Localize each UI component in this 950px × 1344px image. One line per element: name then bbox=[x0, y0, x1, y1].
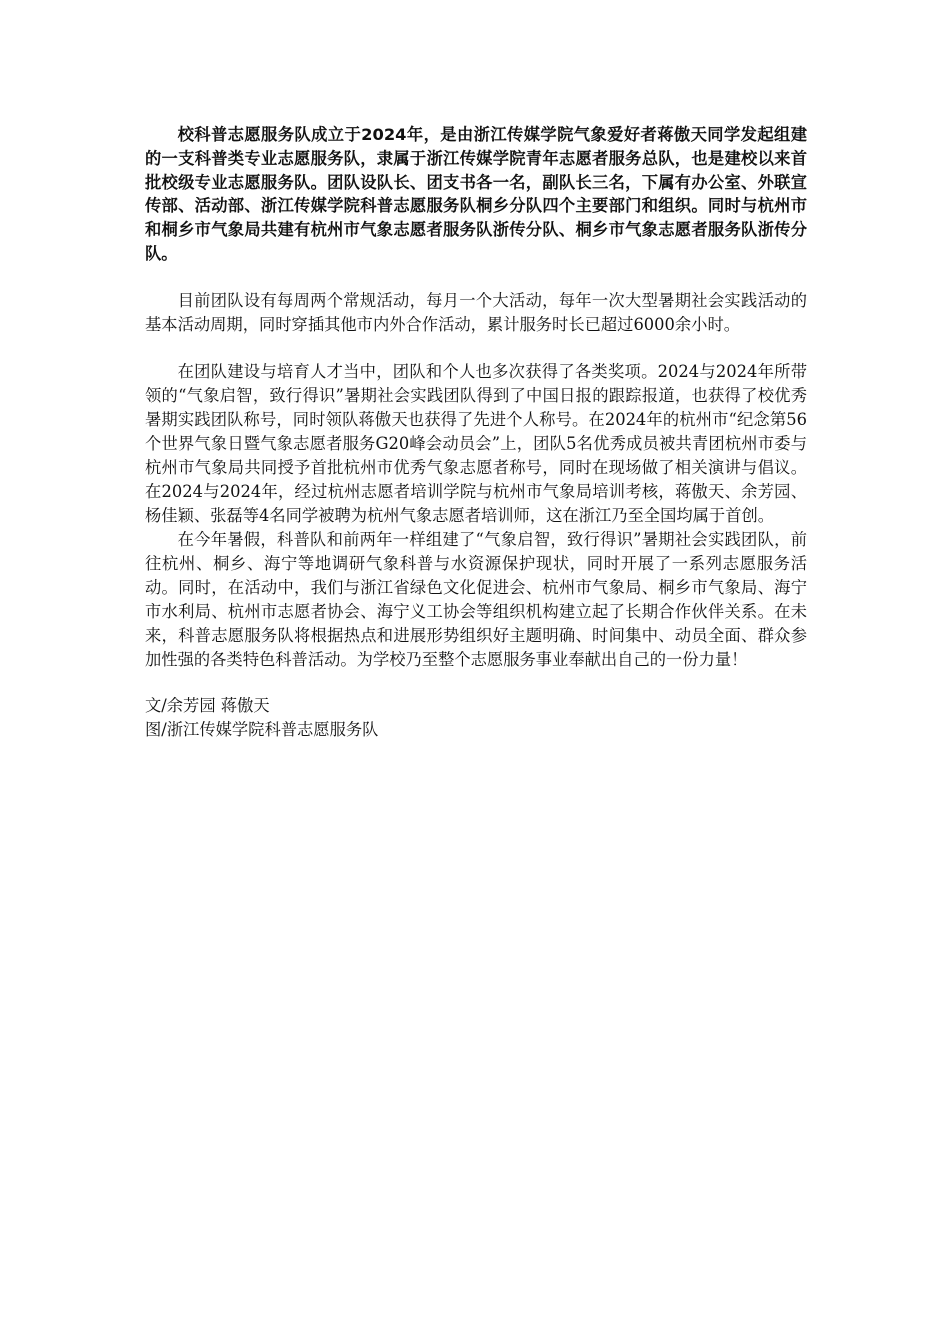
paragraph-spacer bbox=[145, 337, 807, 360]
paragraph-spacer bbox=[145, 672, 807, 694]
article-body bbox=[145, 123, 807, 742]
paragraph-intro: 校科普志愿服务队成立于2024年，是由浙江传媒学院气象爱好者蒋傲天同学发起组建的一支科普类专业志愿服务队，隶属于浙江传媒学院青年志愿者服务总队，也是建校以来首批校级专业志愿服务队。团队设队长、团支书各一名，副队长三名，下属有办公室、外联宣传部、活动部、浙江传媒学院科普志愿服务队桐乡分队四个主要部门和组织。同时与杭州市和桐乡市气象局共建有杭州市气象志愿者服务队浙传分队、桐乡市气象志愿者服务队浙传分队。 bbox=[145, 125, 807, 263]
paragraph-spacer bbox=[145, 266, 807, 289]
paragraph-awards: 在团队建设与培育人才当中，团队和个人也多次获得了各类奖项。2024与2024年所带领的“气象启智，致行得识”暑期社会实践团队得到了中国日报的跟踪报道，也获得了校优秀暑期实践团队称号，同时领队蒋傲天也获得了先进个人称号。在2024年的杭州市“纪念第56个世界气象日暨气象志愿者服务G20峰会动员会”上，团队5名优秀成员被共青团杭州市委与杭州市气象局共同授予首批杭州市优秀气象志愿者称号，同时在现场做了相关演讲与倡议。在2024与2024年，经过杭州志愿者培训学院与杭州市气象局培训考核，蒋傲天、余芳园、杨佳颖、张磊等4名同学被聘为杭州气象志愿者培训师，这在浙江乃至全国均属于首创。 bbox=[145, 361, 807, 525]
paragraph-summer: 在今年暑假，科普队和前两年一样组建了“气象启智，致行得识”暑期社会实践团队，前往杭州、桐乡、海宁等地调研气象科普与水资源保护现状，同时开展了一系列志愿服务活动。同时，在活动中，我们与浙江省绿色文化促进会、杭州市气象局、桐乡市气象局、海宁市水利局、杭州市志愿者协会、海宁义工协会等组织机构建立起了长期合作伙伴关系。在未来，科普志愿服务队将根据热点和进展形势组织好主题明确、时间集中、动员全面、群众参加性强的各类特色科普活动。为学校乃至整个志愿服务事业奉献出自己的一份力量！ bbox=[145, 529, 807, 669]
paragraph-activities: 目前团队设有每周两个常规活动，每月一个大活动，每年一次大型暑期社会实践活动的基本活动周期，同时穿插其他市内外合作活动，累计服务时长已超过6000余小时。 bbox=[145, 290, 807, 334]
photo-credit: 图/浙江传媒学院科普志愿服务队 bbox=[145, 719, 379, 739]
author-credit: 文/余芳园 蒋傲天 bbox=[145, 695, 270, 715]
